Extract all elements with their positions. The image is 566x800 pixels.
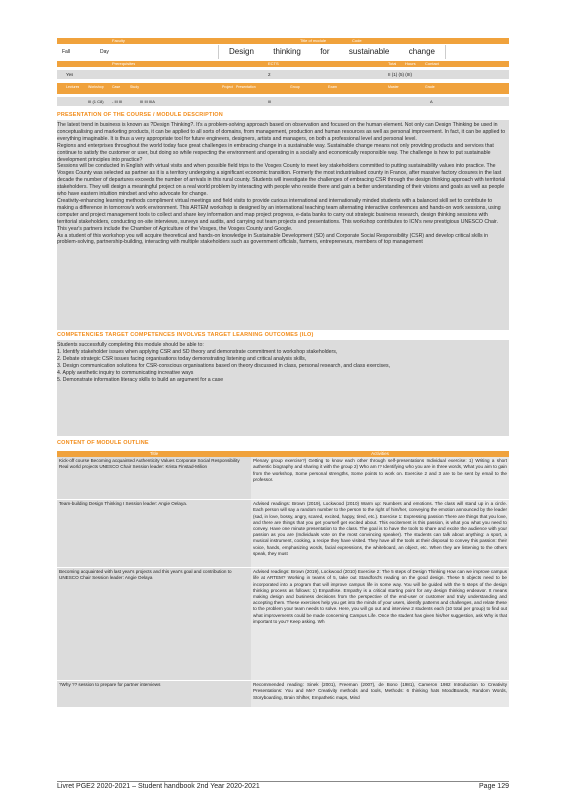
header-grade-value: A <box>430 99 433 104</box>
header-hours-value: II (1) (5) (III) <box>388 72 412 77</box>
ilo-item: 5. Demonstrate information literacy skills to build an argument for a case <box>57 376 224 383</box>
presentation-paragraph: The latest trend in business is known as ?Design Thinking?. It's a problem-solving approach based on observation and focused on the human element. Not only can Design Thinking be used in conceptualising and marketing products, it can be applied to all sorts of domains, from management, production and human resources as well as personal improvement. In fact, it can be applied to everything imaginable. It is thus a very appropriate tool for future engineers, designers, artists and managers, on both a professional level and personal level. <box>57 122 506 142</box>
module-title-word: change <box>408 47 435 56</box>
header-group: Group <box>290 85 300 89</box>
header-total: Total <box>388 61 397 66</box>
outline-topic: ?Why ?? session to prepare for partner interviews <box>57 681 251 708</box>
header-title-of-module: Title of module <box>300 38 327 43</box>
outline-activities: Recommended reading: Sinek (2001), Freeman (2007), de Bono (1981), Cameron 1982 Introduction to Creativity Presentations: You and Me? Creativity methods and tools, Methods: 6 thinking hats MoodBoards, Random Words, Storyboarding, Brain Shifter, Empathetic maps, Mind <box>251 681 509 708</box>
presentation-paragraph: As a student of this workshop you will acquire theoretical and hands-on knowledge in Sustainable Development (SD) and Corporate Social Responsibility (CSR) and develop critical skills in problem-solving, partnership-building, interacting with multiple stakeholders such as government officials, farmers, entrepreneurs, members of top management <box>57 232 489 246</box>
header-ects: ECTS <box>268 61 279 66</box>
ilo-intro: Students successfully completing this module should be able to: <box>57 342 204 348</box>
presentation-title: PRESENTATION OF THE COURSE / MODULE DESCRIPTION <box>57 112 223 118</box>
header-grade: Grade <box>425 85 435 89</box>
table-row <box>57 681 509 708</box>
header-hours-breakdown-4: III <box>268 99 272 104</box>
module-title <box>218 45 446 59</box>
module-title-word: Design <box>229 47 254 56</box>
outline-topic: Becoming acquainted with last year's projects and this year's goal and contribution to UNESCO Chair Session leader: Angie Oelaya <box>57 568 251 681</box>
header-hours: Hours <box>405 61 416 66</box>
presentation-paragraph: Creativity-enhancing learning methods compliment virtual meetings and field visits to provide curious international and internationally minded students with a balanced skill set to contribute to making a difference in tomorrow's work environment. This ARTEM workshop is designed by an international teaching team alternating interactive conferences and hands-on work sessions, using computer and project management tools to collect and share key information and map project progress, e-data banks to carry out strategic business research, design thinking sessions with territorial stakeholders, conducting on-site interviews, surveys and audits, and carrying out team projects and presentations. This workshop contributes to ICN's new prestigious UNESCO Chair. This year's partners include the Chamber of Agriculture of the Vosges, the Vosges County and Google. <box>57 197 501 232</box>
header-workshop: Workshop <box>88 85 104 89</box>
page-footer <box>57 783 509 792</box>
header-row-6 <box>57 97 509 106</box>
header-fall: Fall <box>62 49 71 55</box>
outline-title: CONTENT OF MODULE OUTLINE <box>57 440 149 446</box>
header-master: Master <box>388 85 399 89</box>
header-day: Day <box>100 49 109 55</box>
footer-handbook-title: Livret PGE2 2020-2021 – Student handbook 2nd Year 2020-2021 <box>57 783 260 790</box>
presentation-body <box>57 122 509 246</box>
outline-activities: Plenary group exercise?) Getting to know each other through self-presentations Individual exercise: 1) Writing a short authentic biography and sharing it with the group 2) Who am I? Identifying who you are in three words, What you aim to gain from the workshop, Some personal strengths, Some points to work on. Exercise 2 and 3 are to be sent by email to the professor. <box>251 457 509 500</box>
module-title-word: sustainable <box>348 47 390 56</box>
presentation-paragraph: Sessions will be conducted in English with virtual visits and when possible field trips to the Vosges County to meet key stakeholders committed to putting sustainability values into practice. The Vosges County was selected as partner as it is a territory undergoing a significant economic transition. Formerly the most industrialised county in France, after massive factory closures in the last decade the number of departures exceeds the number of arrivals in this rural county. Students will investigate the challenges of embracing CSR through the design thinking approach with territorial stakeholders. They will design a meaningful project on a real world problem by interacting with people who reside there and gain a better understanding of their visions and goals as well as people who have eastern intuition mindset and who advocate for change. <box>57 163 506 198</box>
header-row-4 <box>57 70 509 79</box>
header-ects-value: 2 <box>268 72 271 77</box>
header-code: Code <box>352 38 362 43</box>
outline-table <box>57 451 509 708</box>
ilo-body <box>57 342 509 383</box>
outline-activities: Advised readings: Brown (2019), Lockwood (2010) Warm up: Numbers and emotions. The class will stand up in a circle. Each person will say a random number to the person to the right of him/her, conveying the emotion announced by the leader (sad, in love, bossy, angry, scared, excited, happy, tired, etc.). Exercise 1: Expressing passion There are things that you love, and there are things that you get yourself get excited about. This excitement is this passion, is what you what you need to convey. Have one minute presentation to the class. The goal is to have the tools to share and excite the audience with your passion as you are (Individuals vote on the most convincing speaker). The students can talk about anything: a sport, a musical instrument, cooking, a recipe they have visited. They have all the tools at their disposal to convey this passion: their voice, hands, emphasizing words, facial expressions, the whiteboard, an object, etc. When they are listening to the others speak, they must <box>251 500 509 568</box>
outline-activities: Advised readings: Brown (2019), Lockwood (2010) Exercise 2: The 5 steps of Design Thinking How can we improve campus life at ARTEM? Working in teams of 5, take out Standford's reading on the good design. These 5 objects need to be incorporated into a program that will improve campus life in some way. You will be guided with the 5 steps of the design thinking process as follows: 1) Empathise. Empathy is a critical starting point for any design thinking endeavor. It means making design and business decisions from the perspective of the end-user or customer and truly understanding and accepting them. These exercises help you get into the minds of your users, identify patterns and challenges, and relate these to the problem your team needs to solve. Here, you will go out and interview 2 students each (10 total per group) to find out what improvements could be made concerning Campus Life. Once the student has given his/her suggestion, ask Why is that important to you? Keep asking. Wh <box>251 568 509 681</box>
outline-header-activities: Activities <box>251 451 509 457</box>
footer-rule <box>57 781 509 782</box>
ilo-item: 3. Design communication solutions for CSR-conscious organisations based on theory discussed in class, personal research, and class exercises, <box>57 362 391 369</box>
table-row <box>57 568 509 681</box>
table-row <box>57 457 509 500</box>
table-row <box>57 500 509 568</box>
header-contact: Contact <box>425 61 439 66</box>
outline-header-title: Title <box>57 451 251 457</box>
header-hours-breakdown-1: III (1 C8) <box>88 99 104 104</box>
page-number: Page 129 <box>479 783 509 790</box>
module-title-word: for <box>320 47 330 56</box>
header-hours-breakdown-3: III III IIIA <box>140 99 155 104</box>
presentation-paragraph: Regions and enterprises throughout the world today face great challenges in embracing change in a sustainable way. Sustainable change means not only providing products and services that continue to satisfy the customer or user, but doing so while respecting the environment and operating in a socially and economically responsible way. The challenge is how to put sustainable development principles into practice? <box>57 142 494 163</box>
header-study: Study <box>130 85 139 89</box>
outline-topic: Team-building Design Thinking I Session leader: Angie Oelaya. <box>57 500 251 568</box>
header-prerequisites: Prerequisites <box>112 61 136 66</box>
ilo-item: 1. Identify stakeholder issues when applying CSR and SD theory and demonstrate commitment to workshop stakeholders, <box>57 348 338 355</box>
header-lectures: Lectures <box>66 85 80 89</box>
header-exam: Exam <box>328 85 337 89</box>
header-row-5 <box>57 83 509 94</box>
header-project: Project <box>222 85 233 89</box>
ilo-item: 4. Apply aesthetic inquiry to communicating increative ways <box>57 369 194 376</box>
module-title-word: thinking <box>273 47 301 56</box>
header-hours-breakdown-2: - III III <box>112 99 123 104</box>
ilo-item: 2. Debate strategic CSR issues facing organisations today demonstrating listening and critical analysis skills, <box>57 355 307 362</box>
header-prereq-value: Yes <box>66 72 74 77</box>
ilo-title: COMPETENCIES TARGET COMPETENCES INVOLVES TARGET LEARNING OUTCOMES (ILO) <box>57 332 314 338</box>
header-case: Case <box>112 85 121 89</box>
header-presentation: Presentation <box>236 85 256 89</box>
header-faculty: Faculty <box>112 38 125 43</box>
outline-topic: Kick-off course Becoming acquainted Authenticity Values Corporate Social Responsibility Real world projects UNESCO Chair Session leader: Krista Finstad-Milion <box>57 457 251 500</box>
